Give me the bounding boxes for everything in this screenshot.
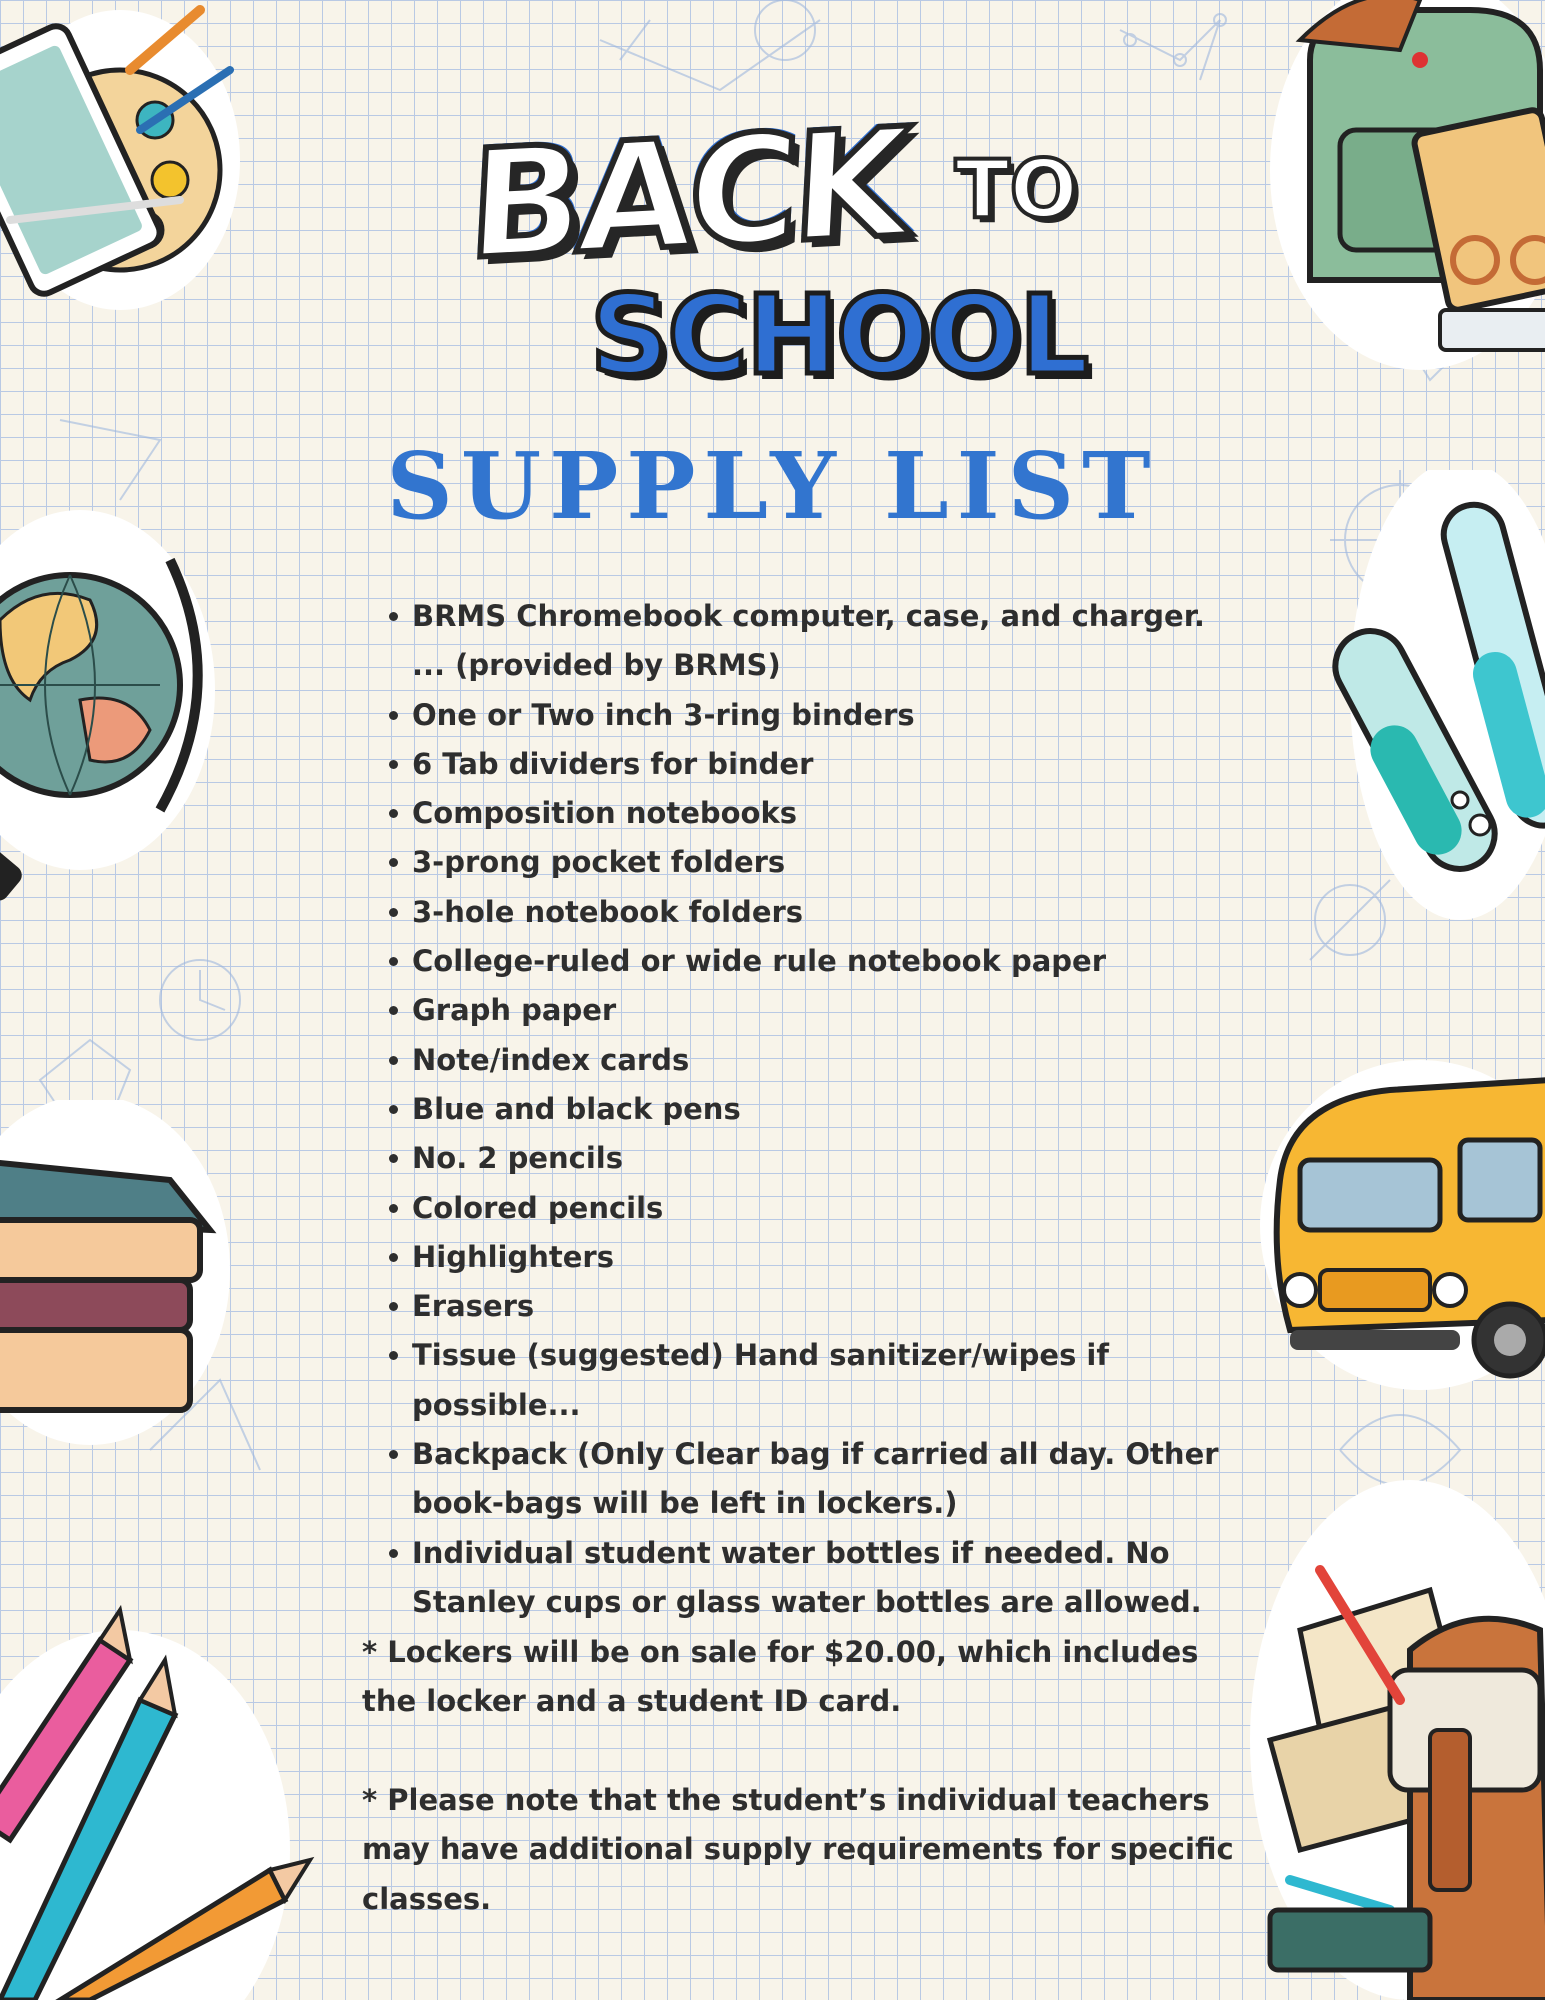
- title-back: BACK: [464, 96, 909, 294]
- teachers-note: * Please note that the student’s individual teachers may have additional supply requirements for specific classes.: [362, 1783, 1234, 1916]
- lockers-note: * Lockers will be on sale for $20.00, which includes the locker and a student ID card.: [362, 1635, 1199, 1719]
- list-item: No. 2 pencils: [362, 1134, 1242, 1183]
- list-item: Highlighters: [362, 1233, 1242, 1282]
- school-bus-sticker-icon: [1250, 1060, 1545, 1390]
- backpack-laptop-sticker-icon: [1250, 0, 1545, 380]
- list-item: Tissue (suggested) Hand sanitizer/wipes if possible...: [362, 1331, 1242, 1430]
- globe-sticker-icon: [0, 510, 220, 930]
- books-sticker-icon: [0, 1100, 260, 1450]
- list-item: Backpack (Only Clear bag if carried all day. Other book-bags will be left in lockers.): [362, 1430, 1242, 1529]
- title-school: SCHOOL: [590, 271, 1088, 399]
- book-bag-sticker-icon: [1240, 1480, 1545, 2000]
- list-item: Note/index cards: [362, 1036, 1242, 1085]
- page-title: SUPPLY LIST: [386, 432, 1159, 540]
- title-to: TO: [955, 143, 1078, 236]
- list-item: Erasers: [362, 1282, 1242, 1331]
- tablet-palette-sticker-icon: [0, 0, 250, 340]
- test-tubes-sticker-icon: [1330, 470, 1545, 920]
- list-item: Graph paper: [362, 986, 1242, 1035]
- pencils-sticker-icon: [0, 1600, 320, 2000]
- list-item: Individual student water bottles if needed. No Stanley cups or glass water bottles are allowed.: [362, 1529, 1242, 1628]
- list-item: BRMS Chromebook computer, case, and charger. ... (provided by BRMS): [362, 592, 1242, 691]
- list-item: 3-prong pocket folders: [362, 838, 1242, 887]
- list-item: 3-hole notebook folders: [362, 888, 1242, 937]
- list-item: Blue and black pens: [362, 1085, 1242, 1134]
- back-to-school-logo: [440, 80, 1120, 430]
- supply-list: [362, 592, 1242, 1627]
- list-item: One or Two inch 3-ring binders: [362, 691, 1242, 740]
- list-item: Colored pencils: [362, 1184, 1242, 1233]
- list-item: 6 Tab dividers for binder: [362, 740, 1242, 789]
- list-item: College-ruled or wide rule notebook paper: [362, 937, 1242, 986]
- list-item: Composition notebooks: [362, 789, 1242, 838]
